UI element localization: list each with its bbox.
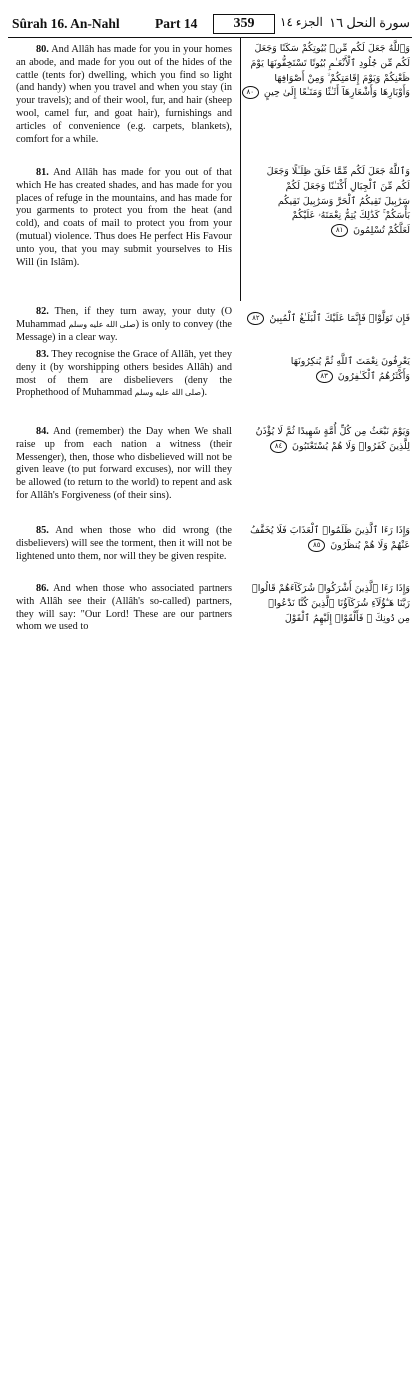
arabic-text: لَعَلَّكُمْ تُسْلِمُونَ	[353, 225, 410, 237]
header-rule	[8, 37, 412, 38]
verse-80-arabic	[246, 42, 410, 101]
arabic-line: وَٱللَّهُ جَعَلَ لَكُم مِّنۢ بُيُوتِكُمْ سَكَنًا وَجَعَلَ	[254, 43, 410, 54]
verse-85-arabic	[250, 524, 410, 554]
verse-82-translation	[16, 306, 232, 344]
arabic-line: ظَعْنِكُمْ وَيَوْمَ إِقَامَتِكُمْ ۙ وَمِنْ أَصْوَافِهَا	[274, 72, 410, 84]
verse-84-translation	[16, 426, 232, 503]
surah-title: Sûrah 16. An-Nahl	[12, 16, 120, 31]
arabic-line: بَأْسَكُمْ ۚ كَذَٰلِكَ يُتِمُّ نِعْمَتَهُۥ عَلَيْكُمْ	[291, 210, 410, 222]
arabic-line: وَإِذَا رَءَا ٱلَّذِينَ ظَلَمُوا۟ ٱلْعَذَابَ فَلَا يُخَفَّفُ	[250, 525, 410, 536]
arabic-line: وَٱللَّهُ جَعَلَ لَكُم مِّمَّا خَلَقَ ظِلَـٰلًا وَجَعَلَ	[266, 166, 410, 177]
arabic-line: لَكُم مِّنَ ٱلْجِبَالِ أَكْنَـٰنًا وَجَعَلَ لَكُمْ	[285, 180, 410, 192]
arabic-line	[250, 440, 410, 455]
verse-number: 85.	[36, 525, 49, 536]
arabic-line: رَبَّنَا هَـٰٓؤُلَآءِ شُرَكَآؤُنَا ٱلَّذِينَ كُنَّا نَدْعُوا۟	[268, 597, 410, 609]
ayah-marker: ٨١	[331, 224, 348, 237]
verse-86-translation	[16, 583, 232, 634]
verse-text: ).	[201, 387, 208, 399]
arabic-line: سَرَٰبِيلَ تَقِيكُمُ ٱلْحَرَّ وَسَرَٰبِيلَ تَقِيكُم	[277, 195, 410, 207]
verse-text: ) is only to convey (the Message) in a clear way.	[16, 318, 233, 343]
verse-81-translation	[16, 167, 232, 269]
verse-82-arabic	[250, 312, 410, 327]
surah-title-arabic: سورة النحل ١٦	[329, 15, 410, 30]
verse-84-arabic	[250, 425, 410, 455]
verse-83-arabic	[250, 355, 410, 385]
arabic-line	[250, 539, 410, 554]
column-divider	[240, 38, 241, 301]
verse-81-arabic	[250, 165, 410, 239]
verse-number: 80.	[36, 44, 49, 55]
arabic-line	[250, 312, 410, 327]
arabic-text: وَأَكْثَرُهُمُ ٱلْكَـٰفِرُونَ	[337, 370, 410, 382]
honorific-arabic: صلى الله عليه وسلم	[134, 388, 202, 398]
part-label: Part 14	[155, 16, 198, 31]
honorific-arabic: صلى الله عليه وسلم	[68, 319, 136, 329]
arabic-line: وَيَوْمَ نَبْعَثُ مِن كُلِّ أُمَّةٍ شَهِيدًا ثُمَّ لَا يُؤْذَنُ	[255, 426, 410, 437]
ayah-marker: ٨٣	[316, 370, 333, 383]
page-number: 359	[213, 14, 275, 34]
verse-text: And when those who did wrong (the disbelievers) will see the torment, then it will not be lightened unto them, nor will they be given respite.	[16, 525, 232, 562]
arabic-text: فَإِن تَوَلَّوْا۟ فَإِنَّمَا عَلَيْكَ ٱلْبَلَـٰغُ ٱلْمُبِينُ	[269, 313, 410, 324]
arabic-text: وَأَوْبَارِهَا وَأَشْعَارِهَآ أَثَـٰثًا وَمَتَـٰعًا إِلَىٰ حِينٍ	[263, 87, 410, 99]
arabic-line	[250, 370, 410, 385]
ayah-marker: ٨٠	[242, 86, 259, 99]
verse-text: And Allâh has made for you out of that which He has created shades, and has made for you places of refuge in the mountains, and has made for you garments to protect you from the heat (and cold), and coats of mail to protect you from your (mutual) violence. Thus does He perfect His Favour unto you, that you may submit yourselves to His Will (in Islâm).	[16, 167, 232, 268]
verse-number: 82.	[36, 306, 49, 317]
ayah-marker: ٨٢	[247, 312, 264, 325]
verse-number: 84.	[36, 426, 49, 437]
juz-arabic: الجزء ١٤	[280, 15, 323, 29]
arabic-line: مِن دُونِكَ ۖ فَأَلْقَوْا۟ إِلَيْهِمُ ٱلْقَوْلَ	[284, 612, 410, 624]
page-header	[8, 14, 412, 34]
verse-text: Then, if they turn away, your duty (O Muhammad	[16, 306, 233, 330]
arabic-text: عَنْهُمْ وَلَا هُمْ يُنظَرُونَ	[330, 539, 410, 551]
arabic-line: لَكُم مِّن جُلُودِ ٱلْأَنْعَـٰمِ بُيُوتًا تَسْتَخِفُّونَهَا يَوْمَ	[250, 57, 410, 69]
arabic-line: يَعْرِفُونَ نِعْمَتَ ٱللَّهِ ثُمَّ يُنكِرُونَهَا	[290, 356, 410, 367]
arabic-line	[246, 86, 410, 101]
ayah-marker: ٨٥	[308, 539, 325, 552]
verse-80-translation	[16, 44, 232, 146]
verse-text: And when those who associated partners with Allâh see their (Allâh's so-called) partners, they will say: "Our Lord! These are our partners whom we used to	[16, 583, 232, 633]
verse-text: And (remember) the Day when We shall raise up from each nation a witness (their Messenger), then, those who disbelieved will not be given leave (to put forward excuses), nor will they be allowed (to return to the world) to repent and ask for Allâh's Forgiveness (of their sins).	[16, 426, 232, 501]
verse-text: They recognise the Grace of Allâh, yet they deny it (by worshipping others besides Allâh) and most of them are disbelievers (deny the Prophethood of Muhammad	[16, 349, 232, 399]
verse-number: 81.	[36, 167, 49, 178]
arabic-text: لِلَّذِينَ كَفَرُوا۟ وَلَا هُمْ يُسْتَعْتَبُونَ	[291, 440, 410, 452]
verse-number: 86.	[36, 583, 49, 594]
verse-86-arabic	[250, 582, 410, 626]
verse-85-translation	[16, 525, 232, 563]
arabic-line	[250, 224, 410, 239]
ayah-marker: ٨٤	[270, 440, 287, 453]
verse-text: And Allâh has made for you in your homes an abode, and made for you out of the hides of the cattle (tents for) dwelling, which you find so light (and handy) when you travel and when you stay (in your travels); and of their wool, fur, and hair (sheep wool, camel fur, and goat hair), furnishings and articles of convenience (e.g. carpets, blankets), comfort for a while.	[16, 44, 232, 145]
verse-83-translation	[16, 349, 232, 400]
verse-number: 83.	[36, 349, 49, 360]
arabic-line: وَإِذَا رَءَا ٱلَّذِينَ أَشْرَكُوا۟ شُرَكَآءَهُمْ قَالُوا۟	[252, 583, 410, 594]
